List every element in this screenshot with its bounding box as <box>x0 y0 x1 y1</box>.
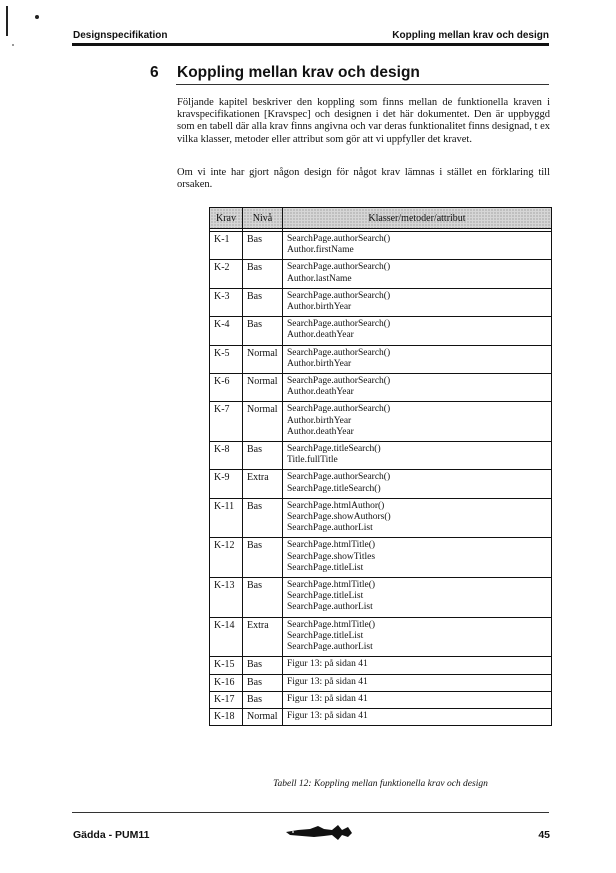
requirement-id-cell: K-12 <box>210 538 243 578</box>
requirements-table <box>209 207 552 726</box>
table-row <box>210 708 552 725</box>
requirement-level-cell: Bas <box>243 578 283 618</box>
section-title-rule <box>176 84 549 85</box>
design-elements-cell <box>283 708 552 725</box>
design-elements-cell <box>283 317 552 345</box>
design-element: Author.deathYear <box>287 426 354 437</box>
design-element: Author.lastName <box>287 273 352 284</box>
scan-mark-line <box>6 6 8 36</box>
design-elements-cell <box>283 538 552 578</box>
design-elements-cell <box>283 674 552 691</box>
design-element: Author.birthYear <box>287 415 352 426</box>
design-element: SearchPage.authorSearch() <box>287 376 391 387</box>
requirement-id-cell: K-17 <box>210 691 243 708</box>
design-element: SearchPage.authorSearch() <box>287 290 391 301</box>
header-rule <box>72 43 549 46</box>
design-elements-cell <box>283 691 552 708</box>
design-element: Author.firstName <box>287 245 354 256</box>
table-row <box>210 288 552 316</box>
requirement-id-cell: K-14 <box>210 617 243 657</box>
design-element: Author.deathYear <box>287 387 354 398</box>
requirement-id-cell: K-18 <box>210 708 243 725</box>
footer-rule <box>72 812 549 813</box>
footer-document-name: Gädda - PUM11 <box>73 829 150 841</box>
design-element: SearchPage.showTitles <box>287 551 376 562</box>
requirement-id-cell: K-11 <box>210 498 243 538</box>
design-elements-cell <box>283 232 552 260</box>
design-elements-cell <box>283 498 552 538</box>
header-classes: Klasser/metoder/attribut <box>283 208 552 229</box>
header-niva: Nivå <box>243 208 283 229</box>
design-element: SearchPage.titleSearch() <box>287 444 381 455</box>
scan-speck <box>12 44 14 46</box>
design-element: SearchPage.authorList <box>287 523 373 534</box>
table-row <box>210 260 552 288</box>
design-elements-cell <box>283 578 552 618</box>
table-row <box>210 470 552 498</box>
design-element: SearchPage.authorList <box>287 642 373 653</box>
design-element: SearchPage.authorSearch() <box>287 319 391 330</box>
requirement-level-cell: Extra <box>243 617 283 657</box>
design-element: SearchPage.titleList <box>287 562 364 573</box>
requirement-id-cell: K-9 <box>210 470 243 498</box>
design-element: Author.birthYear <box>287 358 352 369</box>
header-krav: Krav <box>210 208 243 229</box>
requirement-level-cell: Bas <box>243 538 283 578</box>
pike-fish-icon <box>284 823 354 843</box>
section-number: 6 <box>150 64 159 81</box>
design-element: SearchPage.titleList <box>287 630 364 641</box>
requirement-id-cell: K-5 <box>210 345 243 373</box>
design-element: SearchPage.authorSearch() <box>287 404 391 415</box>
table-row <box>210 402 552 442</box>
design-element: Author.deathYear <box>287 330 354 341</box>
design-element: Figur 13: på sidan 41 <box>287 693 368 704</box>
requirement-id-cell: K-2 <box>210 260 243 288</box>
table-body <box>210 229 552 726</box>
requirement-level-cell: Bas <box>243 260 283 288</box>
design-element: Figur 13: på sidan 41 <box>287 676 368 687</box>
requirement-id-cell: K-15 <box>210 657 243 674</box>
design-elements-cell <box>283 617 552 657</box>
requirement-level-cell: Bas <box>243 498 283 538</box>
requirement-level-cell: Normal <box>243 345 283 373</box>
table-row <box>210 498 552 538</box>
table-row <box>210 538 552 578</box>
design-element: SearchPage.authorSearch() <box>287 472 391 483</box>
requirement-level-cell: Bas <box>243 657 283 674</box>
table-row <box>210 345 552 373</box>
design-element: SearchPage.authorList <box>287 602 373 613</box>
table-row <box>210 617 552 657</box>
requirement-id-cell: K-7 <box>210 402 243 442</box>
requirement-id-cell: K-13 <box>210 578 243 618</box>
page-number: 45 <box>538 829 550 841</box>
design-element: SearchPage.titleSearch() <box>287 483 381 494</box>
design-elements-cell <box>283 470 552 498</box>
requirement-level-cell: Normal <box>243 402 283 442</box>
design-element: Figur 13: på sidan 41 <box>287 659 368 670</box>
design-element: SearchPage.htmlTitle() <box>287 619 376 630</box>
requirement-level-cell: Bas <box>243 691 283 708</box>
table-row <box>210 691 552 708</box>
table-row <box>210 232 552 260</box>
requirement-id-cell: K-1 <box>210 232 243 260</box>
table-header-row <box>210 208 552 229</box>
requirement-id-cell: K-3 <box>210 288 243 316</box>
design-element: Author.birthYear <box>287 302 352 313</box>
running-header-left: Designspecifikation <box>73 30 168 41</box>
table-row <box>210 374 552 402</box>
table-caption: Tabell 12: Koppling mellan funktionella krav och design <box>273 779 488 789</box>
requirement-level-cell: Normal <box>243 708 283 725</box>
design-element: Title.fullTitle <box>287 455 338 466</box>
section-title: Koppling mellan krav och design <box>177 64 420 81</box>
design-elements-cell <box>283 402 552 442</box>
design-element: SearchPage.htmlTitle() <box>287 540 376 551</box>
requirement-id-cell: K-6 <box>210 374 243 402</box>
requirement-level-cell: Bas <box>243 442 283 470</box>
requirement-level-cell: Extra <box>243 470 283 498</box>
requirement-id-cell: K-16 <box>210 674 243 691</box>
table-row <box>210 317 552 345</box>
design-element: Figur 13: på sidan 41 <box>287 710 368 721</box>
table-row <box>210 442 552 470</box>
design-elements-cell <box>283 374 552 402</box>
requirement-level-cell: Bas <box>243 317 283 345</box>
design-elements-cell <box>283 260 552 288</box>
requirement-id-cell: K-4 <box>210 317 243 345</box>
design-element: SearchPage.authorSearch() <box>287 347 391 358</box>
design-element: SearchPage.showAuthors() <box>287 512 391 523</box>
design-elements-cell <box>283 288 552 316</box>
design-elements-cell <box>283 657 552 674</box>
requirement-level-cell: Bas <box>243 674 283 691</box>
intro-paragraph: Följande kapitel beskriver den koppling som finns mellan de funktionella kraven i kravspecifikationen [Kravspec] och designen i det här dokumentet. Den är uppbyggd som en tabell där alla krav finns angivna och var deras funktionalitet finns designad, t ex vilka klasser, metoder eller attribut som gör att vi uppfyller det kravet. <box>177 97 550 145</box>
design-element: SearchPage.htmlAuthor() <box>287 500 385 511</box>
design-element: SearchPage.htmlTitle() <box>287 580 376 591</box>
scan-mark-dot <box>35 15 39 19</box>
requirement-id-cell: K-8 <box>210 442 243 470</box>
design-element: SearchPage.authorSearch() <box>287 234 391 244</box>
table-row <box>210 578 552 618</box>
table-row <box>210 674 552 691</box>
design-elements-cell <box>283 345 552 373</box>
running-header-right: Koppling mellan krav och design <box>392 30 549 41</box>
design-elements-cell <box>283 442 552 470</box>
requirement-level-cell: Normal <box>243 374 283 402</box>
table-row <box>210 657 552 674</box>
requirement-level-cell: Bas <box>243 232 283 260</box>
design-element: SearchPage.authorSearch() <box>287 262 391 273</box>
design-element: SearchPage.titleList <box>287 591 364 602</box>
requirement-level-cell: Bas <box>243 288 283 316</box>
note-paragraph: Om vi inte har gjort någon design för något krav lämnas i stället en förklaring till orsaken. <box>177 167 550 191</box>
